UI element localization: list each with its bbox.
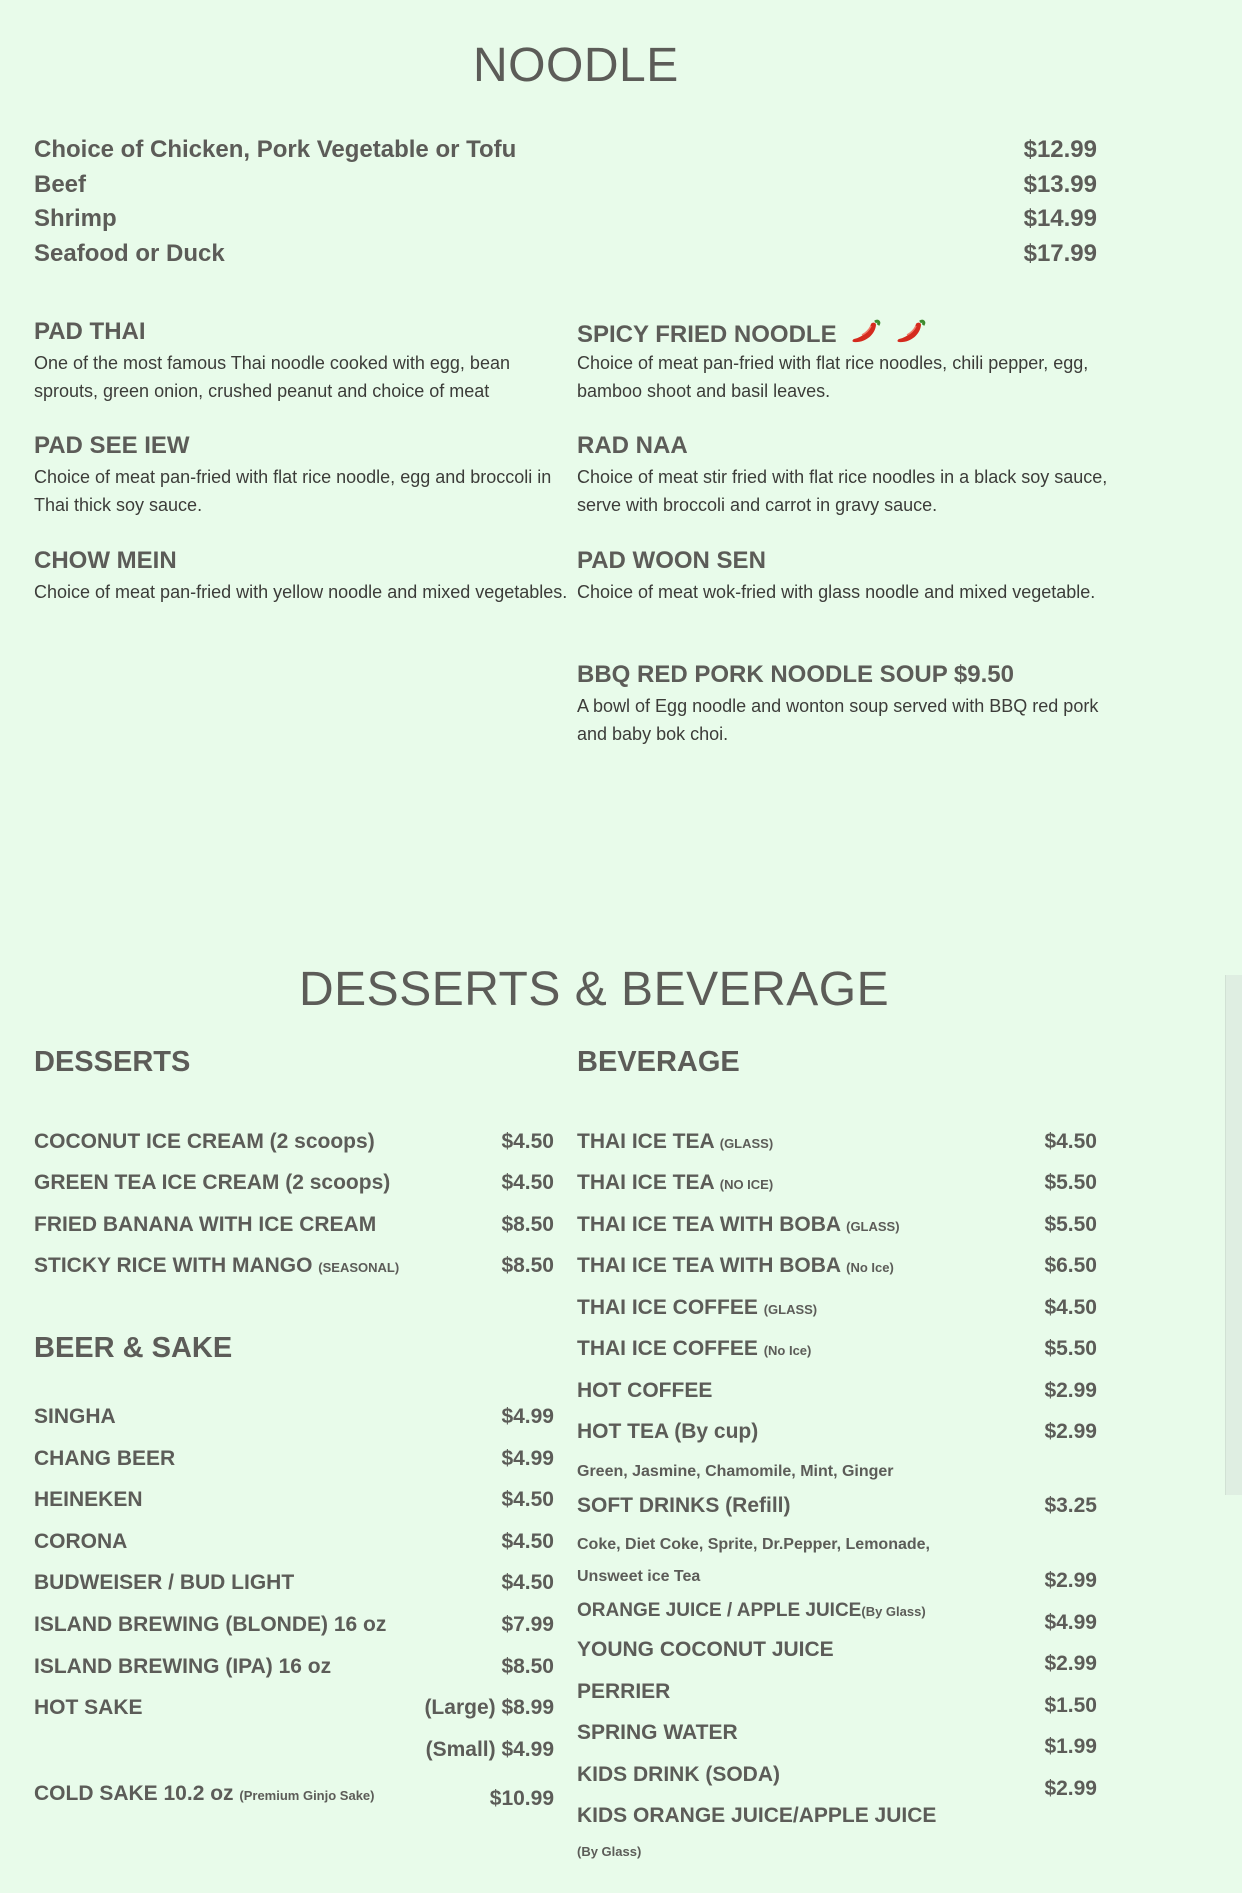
hot-tea-options: Green, Jasmine, Chamomile, Mint, Ginger xyxy=(577,1463,894,1480)
item-price: $3.25 xyxy=(1044,1494,1097,1517)
item-price: $8.50 xyxy=(501,1213,554,1236)
dish-name: PAD THAI xyxy=(34,318,146,345)
item-name: THAI ICE TEA WITH BOBA xyxy=(577,1254,841,1277)
price-option-label: Seafood or Duck xyxy=(34,240,225,267)
item-note: (NO ICE) xyxy=(719,1177,774,1192)
item-name: KIDS DRINK (SODA) xyxy=(577,1763,780,1786)
item-name: YOUNG COCONUT JUICE xyxy=(577,1638,834,1661)
list-item xyxy=(577,1337,1097,1369)
price-option-price: $12.99 xyxy=(1023,136,1097,163)
item-name: THAI ICE TEA xyxy=(577,1171,714,1194)
item-price: $1.99 xyxy=(1044,1735,1097,1758)
item-name: HOT COFFEE xyxy=(577,1379,713,1402)
price-option-label: Choice of Chicken, Pork Vegetable or Tofu xyxy=(34,136,517,163)
beverage-list xyxy=(577,1130,1097,1870)
dish-name: PAD WOON SEN xyxy=(577,547,766,574)
item-name: CORONA xyxy=(34,1530,128,1553)
item-note: (No Ice) xyxy=(846,1260,894,1275)
list-item xyxy=(34,1447,554,1479)
item-price: $2.99 xyxy=(1044,1777,1097,1800)
item-note: (By Glass) xyxy=(861,1604,926,1619)
item-name: PERRIER xyxy=(577,1680,671,1703)
item-name: FRIED BANANA WITH ICE CREAM xyxy=(34,1213,377,1236)
item-price: $10.99 xyxy=(489,1787,554,1810)
item-price: $4.99 xyxy=(501,1405,554,1428)
item-note: (GLASS) xyxy=(719,1136,774,1151)
list-item xyxy=(34,1613,554,1645)
list-item xyxy=(34,1738,554,1770)
item-name: COLD SAKE 10.2 oz xyxy=(34,1782,234,1805)
list-item xyxy=(34,1696,554,1728)
price-option-label: Shrimp xyxy=(34,205,117,232)
item-price: $8.50 xyxy=(501,1254,554,1277)
item-price: $4.50 xyxy=(1044,1130,1097,1153)
item-price: $4.50 xyxy=(501,1130,554,1153)
list-item xyxy=(34,1782,554,1814)
list-item xyxy=(34,1171,554,1203)
dish-name-text: SPICY FRIED NOODLE xyxy=(577,320,837,348)
item-price: $8.50 xyxy=(501,1655,554,1678)
dish-name xyxy=(577,318,926,353)
price-option-label: Beef xyxy=(34,171,87,198)
chili-pepper-icon xyxy=(851,318,881,353)
item-price: $6.50 xyxy=(1044,1254,1097,1277)
list-item xyxy=(577,1171,1097,1203)
beer-sake-list xyxy=(34,1405,554,1810)
item-price: $2.99 xyxy=(1044,1652,1097,1675)
list-item xyxy=(577,1494,1097,1526)
item-price: $4.99 xyxy=(1044,1611,1097,1634)
item-price: (Small) $4.99 xyxy=(425,1738,554,1761)
item-name: STICKY RICE WITH MANGO xyxy=(34,1254,313,1277)
list-item xyxy=(34,1405,554,1437)
list-item xyxy=(34,1254,554,1286)
list-item xyxy=(34,1213,554,1245)
item-price: $4.50 xyxy=(501,1571,554,1594)
dish-name: PAD SEE IEW xyxy=(34,432,190,459)
soft-drinks-options: Unsweet ice Tea xyxy=(577,1568,701,1585)
item-name: THAI ICE COFFEE xyxy=(577,1296,758,1319)
list-item xyxy=(577,1213,1097,1245)
list-item xyxy=(577,1600,926,1622)
item-price: $5.50 xyxy=(1044,1171,1097,1194)
chili-pepper-icon xyxy=(896,318,926,353)
beer-sake-heading: BEER & SAKE xyxy=(34,1332,233,1364)
dish-name: RAD NAA xyxy=(577,432,688,459)
item-price: $2.99 xyxy=(1044,1379,1097,1402)
beverage-heading: BEVERAGE xyxy=(577,1046,740,1078)
item-price: $4.50 xyxy=(1044,1296,1097,1319)
item-name: ISLAND BREWING (BLONDE) 16 oz xyxy=(34,1613,387,1636)
item-name: THAI ICE COFFEE xyxy=(577,1337,758,1360)
item-name: BUDWEISER / BUD LIGHT xyxy=(34,1571,295,1594)
dish-description: One of the most famous Thai noodle cooked with egg, bean sprouts, green onion, crushed peanut and choice of meat xyxy=(34,353,510,401)
item-price: $7.99 xyxy=(501,1613,554,1636)
noodle-section-title: NOODLE xyxy=(473,39,679,92)
scrollbar[interactable] xyxy=(1225,975,1242,1495)
list-item xyxy=(34,1655,554,1687)
dish-description: A bowl of Egg noodle and wonton soup served with BBQ red pork and baby bok choi. xyxy=(577,696,1099,744)
list-item xyxy=(577,1379,1097,1411)
dish-description: Choice of meat pan-fried with flat rice noodles, chili pepper, egg, bamboo shoot and basil leaves. xyxy=(577,353,1089,401)
list-item xyxy=(577,1296,1097,1328)
desserts-heading: DESSERTS xyxy=(34,1046,191,1078)
price-option-price: $14.99 xyxy=(1023,205,1097,232)
item-price: $4.50 xyxy=(501,1488,554,1511)
item-price: $5.50 xyxy=(1044,1213,1097,1236)
noodle-price-options xyxy=(34,136,1097,272)
item-price: $2.99 xyxy=(1044,1420,1097,1443)
item-name: THAI ICE TEA xyxy=(577,1130,714,1153)
item-name: HEINEKEN xyxy=(34,1488,143,1511)
dish-name: CHOW MEIN xyxy=(34,547,177,574)
item-name: SPRING WATER xyxy=(577,1721,738,1744)
item-note: (GLASS) xyxy=(763,1302,818,1317)
item-name: HOT SAKE xyxy=(34,1696,143,1719)
item-name: ISLAND BREWING (IPA) 16 oz xyxy=(34,1655,332,1678)
item-name: THAI ICE TEA WITH BOBA xyxy=(577,1213,841,1236)
dish-description: Choice of meat pan-fried with flat rice noodle, egg and broccoli in Thai thick soy sauce. xyxy=(34,467,552,515)
item-price: $4.50 xyxy=(501,1171,554,1194)
list-item xyxy=(34,1130,554,1162)
item-name: KIDS ORANGE JUICE/APPLE JUICE xyxy=(577,1804,937,1827)
item-name: HOT TEA (By cup) xyxy=(577,1420,759,1443)
list-item xyxy=(34,1530,554,1562)
item-price: $1.50 xyxy=(1044,1694,1097,1717)
list-item xyxy=(34,1488,554,1520)
item-name: ORANGE JUICE / APPLE JUICE xyxy=(577,1600,862,1621)
desserts-list xyxy=(34,1130,554,1290)
item-note: (SEASONAL) xyxy=(318,1260,400,1275)
item-name: SINGHA xyxy=(34,1405,116,1428)
item-note: (By Glass) xyxy=(577,1844,642,1859)
desserts-beverage-section-title: DESSERTS & BEVERAGE xyxy=(299,963,890,1016)
item-name: SOFT DRINKS (Refill) xyxy=(577,1494,791,1517)
item-price: $5.50 xyxy=(1044,1337,1097,1360)
item-price: $2.99 xyxy=(1044,1569,1097,1592)
item-name: CHANG BEER xyxy=(34,1447,176,1470)
list-item xyxy=(577,1420,1097,1452)
soft-drinks-options: Coke, Diet Coke, Sprite, Dr.Pepper, Lemonade, xyxy=(577,1536,930,1553)
dish-description: Choice of meat stir fried with flat rice noodles in a black soy sauce, serve with broccoli and carrot in gravy sauce. xyxy=(577,467,1108,515)
list-item xyxy=(577,1254,1097,1286)
item-price: $4.50 xyxy=(501,1530,554,1553)
item-note: (GLASS) xyxy=(846,1219,900,1234)
price-option-price: $13.99 xyxy=(1023,171,1097,198)
item-name: COCONUT ICE CREAM (2 scoops) xyxy=(34,1130,375,1153)
price-option-price: $17.99 xyxy=(1023,240,1097,267)
item-price: $4.99 xyxy=(501,1447,554,1470)
list-item xyxy=(34,1571,554,1603)
item-name: GREEN TEA ICE CREAM (2 scoops) xyxy=(34,1171,391,1194)
item-note: (No Ice) xyxy=(763,1343,812,1358)
dish-description: Choice of meat wok-fried with glass noodle and mixed vegetable. xyxy=(577,582,1096,602)
dish-name: BBQ RED PORK NOODLE SOUP $9.50 xyxy=(577,661,1014,688)
list-item xyxy=(577,1130,1097,1162)
item-price: (Large) $8.99 xyxy=(424,1696,554,1719)
item-note: (Premium Ginjo Sake) xyxy=(239,1788,375,1803)
dish-description: Choice of meat pan-fried with yellow noodle and mixed vegetables. xyxy=(34,582,568,602)
